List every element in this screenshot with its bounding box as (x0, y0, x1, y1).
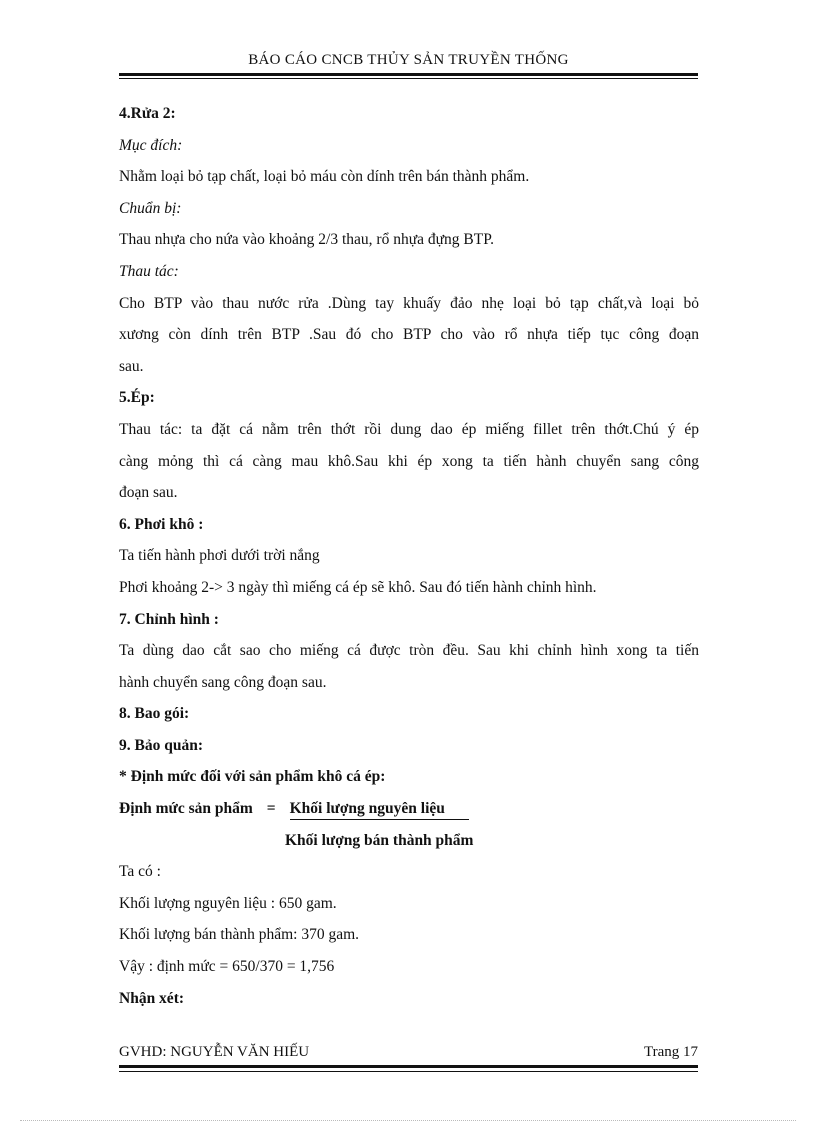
section-7-heading: 7. Chỉnh hình : (119, 610, 219, 628)
header-rule-thin (119, 78, 698, 79)
pressing-text-line: đoạn sau. (119, 484, 178, 502)
footer-page-number: Trang 17 (643, 1044, 698, 1060)
page-footer (119, 1044, 698, 1061)
purpose-text: Nhằm loại bỏ tạp chất, loại bỏ máu còn dính trên bán thành phẩm. (119, 168, 530, 186)
header-rule-thick (119, 73, 698, 76)
section-5-heading: 5.Ép: (119, 389, 155, 407)
operation-text-line: xương còn dính trên BTP .Sau đó cho BTP cho vào rổ nhựa tiếp tục công đoạn (119, 326, 699, 344)
drying-text-line: Phơi khoảng 2-> 3 ngày thì miếng cá ép sẽ khô. Sau đó tiến hành chỉnh hình. (119, 578, 597, 596)
footer-rule-thin (119, 1071, 698, 1072)
operation-text-line: sau. (119, 357, 144, 375)
calc-semi-weight: Khối lượng bán thành phẩm: 370 gam. (119, 926, 360, 944)
page-edge-dotted (20, 1120, 796, 1121)
footer-supervisor: GVHD: NGUYỄN VĂN HIẾU (119, 1044, 310, 1060)
purpose-label: Mục đích: (119, 136, 183, 154)
document-body (119, 98, 699, 1014)
drying-text-line: Ta tiến hành phơi dưới trời nắng (119, 547, 320, 565)
formula-denominator: Khối lượng bán thành phẩm (285, 831, 474, 849)
formula-equals: = (266, 800, 276, 818)
section-4-heading: 4.Rửa 2: (119, 105, 176, 122)
section-9-heading: 9. Bảo quản: (119, 736, 203, 754)
pressing-text-line: Thau tác: ta đặt cá nằm trên thớt rồi dung dao ép miếng fillet trên thớt.Chú ý ép (119, 420, 699, 438)
pressing-text-line: càng mỏng thì cá càng mau khô.Sau khi ép xong ta tiến hành chuyển sang công (119, 452, 699, 470)
shaping-text-line: hành chuyển sang công đoạn sau. (119, 673, 327, 691)
section-6-heading: 6. Phơi khô : (119, 515, 204, 533)
operation-label: Thau tác: (119, 262, 179, 280)
shaping-text-line: Ta dùng dao cắt sao cho miếng cá được tròn đều. Sau khi chỉnh hình xong ta tiến (119, 642, 699, 660)
section-8-heading: 8. Bao gói: (119, 705, 190, 723)
formula-label: Định mức sản phẩm (119, 800, 253, 818)
formula-numerator-row (119, 793, 699, 825)
calc-result: Vậy : định mức = 650/370 = 1,756 (119, 958, 335, 976)
preparation-text: Thau nhựa cho nứa vào khoảng 2/3 thau, rổ nhựa đựng BTP. (119, 231, 494, 249)
remark-heading: Nhận xét: (119, 989, 185, 1007)
preparation-label: Chuẩn bị: (119, 199, 182, 217)
calc-intro: Ta có : (119, 863, 161, 881)
operation-text-line: Cho BTP vào thau nước rửa .Dùng tay khuấy đảo nhẹ loại bỏ tạp chất,và loại bỏ (119, 294, 699, 312)
formula-numerator: Khối lượng nguyên liệu (290, 799, 469, 820)
norm-heading: * Định mức đối với sản phẩm khô cá ép: (119, 768, 386, 786)
calc-raw-weight: Khối lượng nguyên liệu : 650 gam. (119, 894, 337, 912)
header-title: BÁO CÁO CNCB THỦY SẢN TRUYỀN THỐNG (248, 52, 569, 68)
footer-rule-thick (119, 1065, 698, 1068)
